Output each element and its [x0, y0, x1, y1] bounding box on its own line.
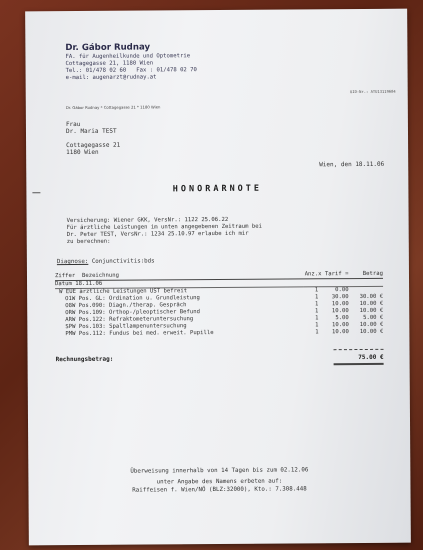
doctor-name: Dr. Gábor Rudnay [65, 42, 151, 54]
table-row: ORW Pos.109: Orthop-/pleoptischer Befund 1 10.00 10.00 € [65, 307, 384, 317]
col-betrag: Betrag [348, 271, 383, 279]
subtotal-rule [334, 349, 384, 350]
recipient-line: Dr. Maria TEST [65, 127, 117, 136]
intro-line: Für ärztliche Leistungen im unten angegebenen Zeitraum bei [66, 223, 262, 232]
place-date: Wien, den 18.11.06 [319, 160, 385, 169]
table-row: SPW Pos.103: Spaltlampenuntersuchung 1 10.00 10.00 € [65, 321, 384, 331]
letterhead-line: Cottagegasse 21, 1180 Wien [65, 60, 154, 68]
total-label: Rechnungsbetrag: [55, 355, 114, 364]
letterhead-line: e-mail: augenarzt@rudnay.at [65, 74, 157, 82]
footer-line: unter Angabe des Namens erbeten auf: [156, 478, 283, 486]
recipient-line: Cottagegasse 21 [66, 141, 121, 150]
table-row: W EUE ärztliche Leistungen UST befreit 1 0.00 [59, 287, 349, 296]
intro-line: zu berechnen: [66, 238, 111, 246]
recipient-line: 1180 Wien [66, 148, 99, 157]
table-row: PMW Pos.112: Fundus bei med. erweit. Pupille 1 10.00 10.00 € [65, 328, 384, 338]
col-tarif: x Tarif = [318, 271, 349, 278]
table-row: O8W Pos.090: Diagn./therap. Gespräch 1 10.00 10.00 € [65, 300, 384, 310]
total-double-rule [334, 363, 384, 365]
letterhead-line: FA. für Augenheilkunde und Optometrie [65, 53, 191, 61]
letterhead-line: Tel.: 01/478 02 60 Fax : 01/478 02 70 [65, 67, 197, 75]
diagnosis [57, 258, 155, 265]
diagnosis-label: Diagnose: [56, 258, 89, 266]
total-value: 75.00 € [358, 353, 384, 362]
table-row: O1W Pos. GL: Ordination u. Grundleistung 1 30.00 30.00 € [65, 293, 384, 303]
footer-line: Raiffeisen f. Wien/NÖ (BLZ:32000), Kto.: 7.308.448 [132, 486, 307, 494]
recipient-line: Frau [65, 120, 81, 129]
diagnosis-value: Conjunctivitis:bds [91, 258, 155, 265]
uid-number: UID-Nr.: ATU13119604 [349, 88, 396, 95]
intro-line: Dr. Peter TEST, VersNr.: 1234 25.10.97 erlaube ich mir [66, 230, 249, 239]
document-title: HONORARNOTE [172, 183, 263, 195]
col-ziffer-bezeichnung: Ziffer Bezeichnung [55, 272, 200, 281]
col-anz: Anz. [302, 271, 318, 279]
table-row: ARW Pos.122: Refraktometeruntersuchung 1 5.00 5.00 € [65, 314, 384, 324]
footer-line: Überweisung innerhalb von 14 Tagen bis zum 02.12.06 [130, 467, 309, 475]
intro-line: Versicherung: Wiener GKK, VersNr.: 1122 25.06.22 [66, 216, 229, 225]
invoice-paper [25, 9, 411, 546]
date-cell: Datum 18.11.06 [55, 278, 383, 288]
sender-line: Dr. Gábor Rudnay * Cottagegasse 21 * 1180 Wien [65, 104, 161, 111]
service-table [55, 271, 383, 338]
